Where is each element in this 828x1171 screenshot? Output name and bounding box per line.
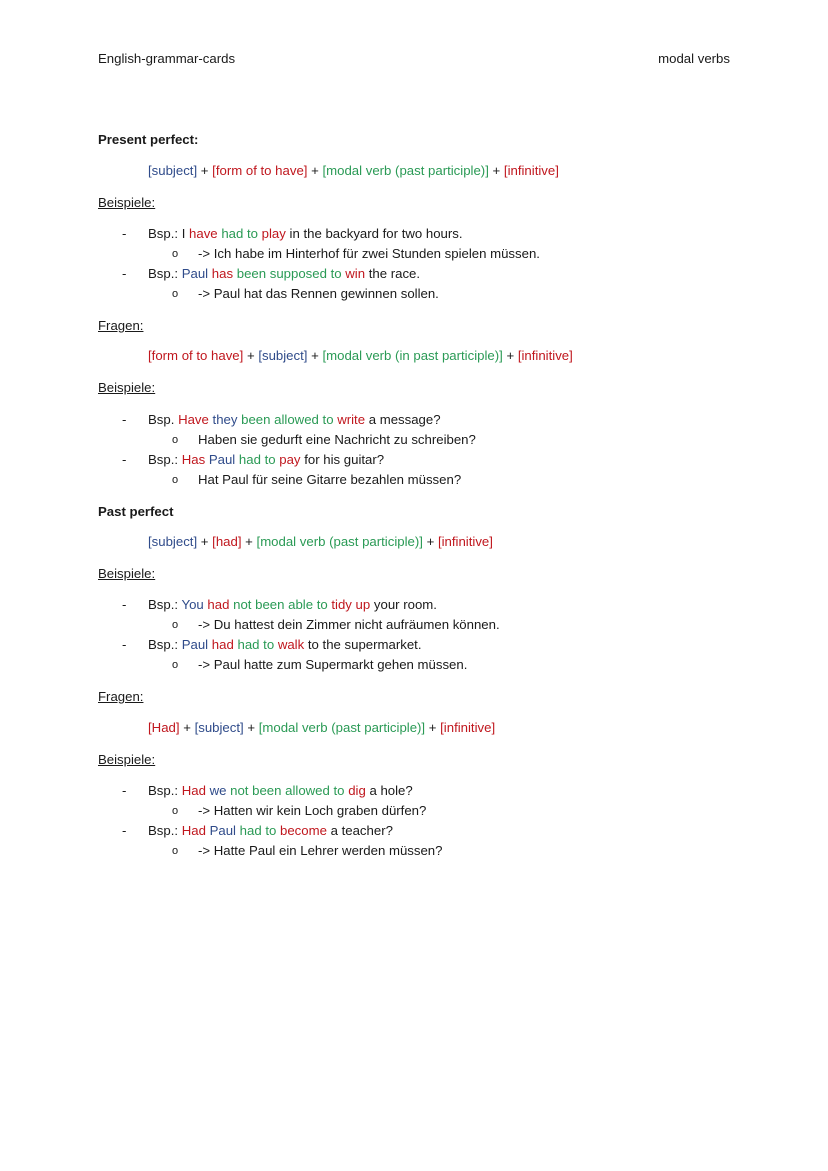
- dash-bullet: -: [122, 452, 127, 467]
- dash-bullet: -: [122, 412, 127, 427]
- example-de: -> Paul hat das Rennen gewinnen sollen.: [198, 286, 439, 301]
- example-de: -> Ich habe im Hinterhof für zwei Stunden spielen müssen.: [198, 246, 540, 261]
- dash-bullet: -: [122, 597, 127, 612]
- question-example-en: Bsp.: Has Paul had to pay for his guitar?: [148, 452, 385, 467]
- question-example-de: Hat Paul für seine Gitarre bezahlen müssen?: [198, 472, 462, 487]
- examples-label: Beispiele:: [98, 195, 156, 210]
- formula-infinitive: [infinitive]: [503, 163, 559, 178]
- examples-label: Beispiele:: [98, 380, 156, 395]
- formula-past-perfect: [subject] + [had] + [modal verb (past participle)] + [infinitive]: [148, 534, 493, 549]
- header-title: English-grammar-cards: [98, 51, 236, 66]
- example-en: Bsp.: Paul had had to walk to the supermarket.: [148, 637, 422, 652]
- examples-label: Beispiele:: [98, 752, 156, 767]
- question-example-de: -> Hatte Paul ein Lehrer werden müssen?: [198, 843, 443, 858]
- circle-bullet: o: [172, 659, 179, 671]
- example-en: Bsp.: You had not been able to tidy up your room.: [148, 597, 437, 612]
- section-heading-past-perfect: Past perfect: [98, 504, 174, 519]
- header-topic: modal verbs: [658, 51, 730, 66]
- dash-bullet: -: [122, 266, 127, 281]
- question-example-en: Bsp.: Had Paul had to become a teacher?: [148, 823, 393, 838]
- circle-bullet: o: [172, 288, 179, 300]
- questions-label: Fragen:: [98, 689, 144, 704]
- formula-subject: [subject]: [148, 163, 198, 178]
- formula-modal: [modal verb (past participle)]: [322, 163, 489, 178]
- dash-bullet: -: [122, 637, 127, 652]
- circle-bullet: o: [172, 845, 179, 857]
- section-heading-present-perfect: Present perfect:: [98, 132, 199, 147]
- dash-bullet: -: [122, 823, 127, 838]
- formula-present-perfect: [subject] + [form of to have] + [modal verb (past participle)] + [infinitive]: [148, 163, 559, 178]
- example-en: Bsp.: Paul has been supposed to win the race.: [148, 266, 421, 281]
- questions-label: Fragen:: [98, 318, 144, 333]
- circle-bullet: o: [172, 434, 179, 446]
- examples-label: Beispiele:: [98, 566, 156, 581]
- circle-bullet: o: [172, 805, 179, 817]
- formula-aux: [form of to have]: [212, 163, 308, 178]
- dash-bullet: -: [122, 226, 127, 241]
- circle-bullet: o: [172, 619, 179, 631]
- example-en: Bsp.: I have had to play in the backyard for two hours.: [148, 226, 463, 241]
- question-example-en: Bsp. Have they been allowed to write a message?: [148, 412, 441, 427]
- question-formula-past-perfect: [Had] + [subject] + [modal verb (past participle)] + [infinitive]: [148, 720, 496, 735]
- example-de: -> Paul hatte zum Supermarkt gehen müssen.: [198, 657, 468, 672]
- question-example-en: Bsp.: Had we not been allowed to dig a hole?: [148, 783, 413, 798]
- question-example-de: Haben sie gedurft eine Nachricht zu schreiben?: [198, 432, 476, 447]
- circle-bullet: o: [172, 248, 179, 260]
- question-formula-present-perfect: [form of to have] + [subject] + [modal verb (in past participle)] + [infinitive]: [148, 348, 573, 363]
- question-example-de: -> Hatten wir kein Loch graben dürfen?: [198, 803, 427, 818]
- circle-bullet: o: [172, 474, 179, 486]
- example-de: -> Du hattest dein Zimmer nicht aufräumen können.: [198, 617, 500, 632]
- dash-bullet: -: [122, 783, 127, 798]
